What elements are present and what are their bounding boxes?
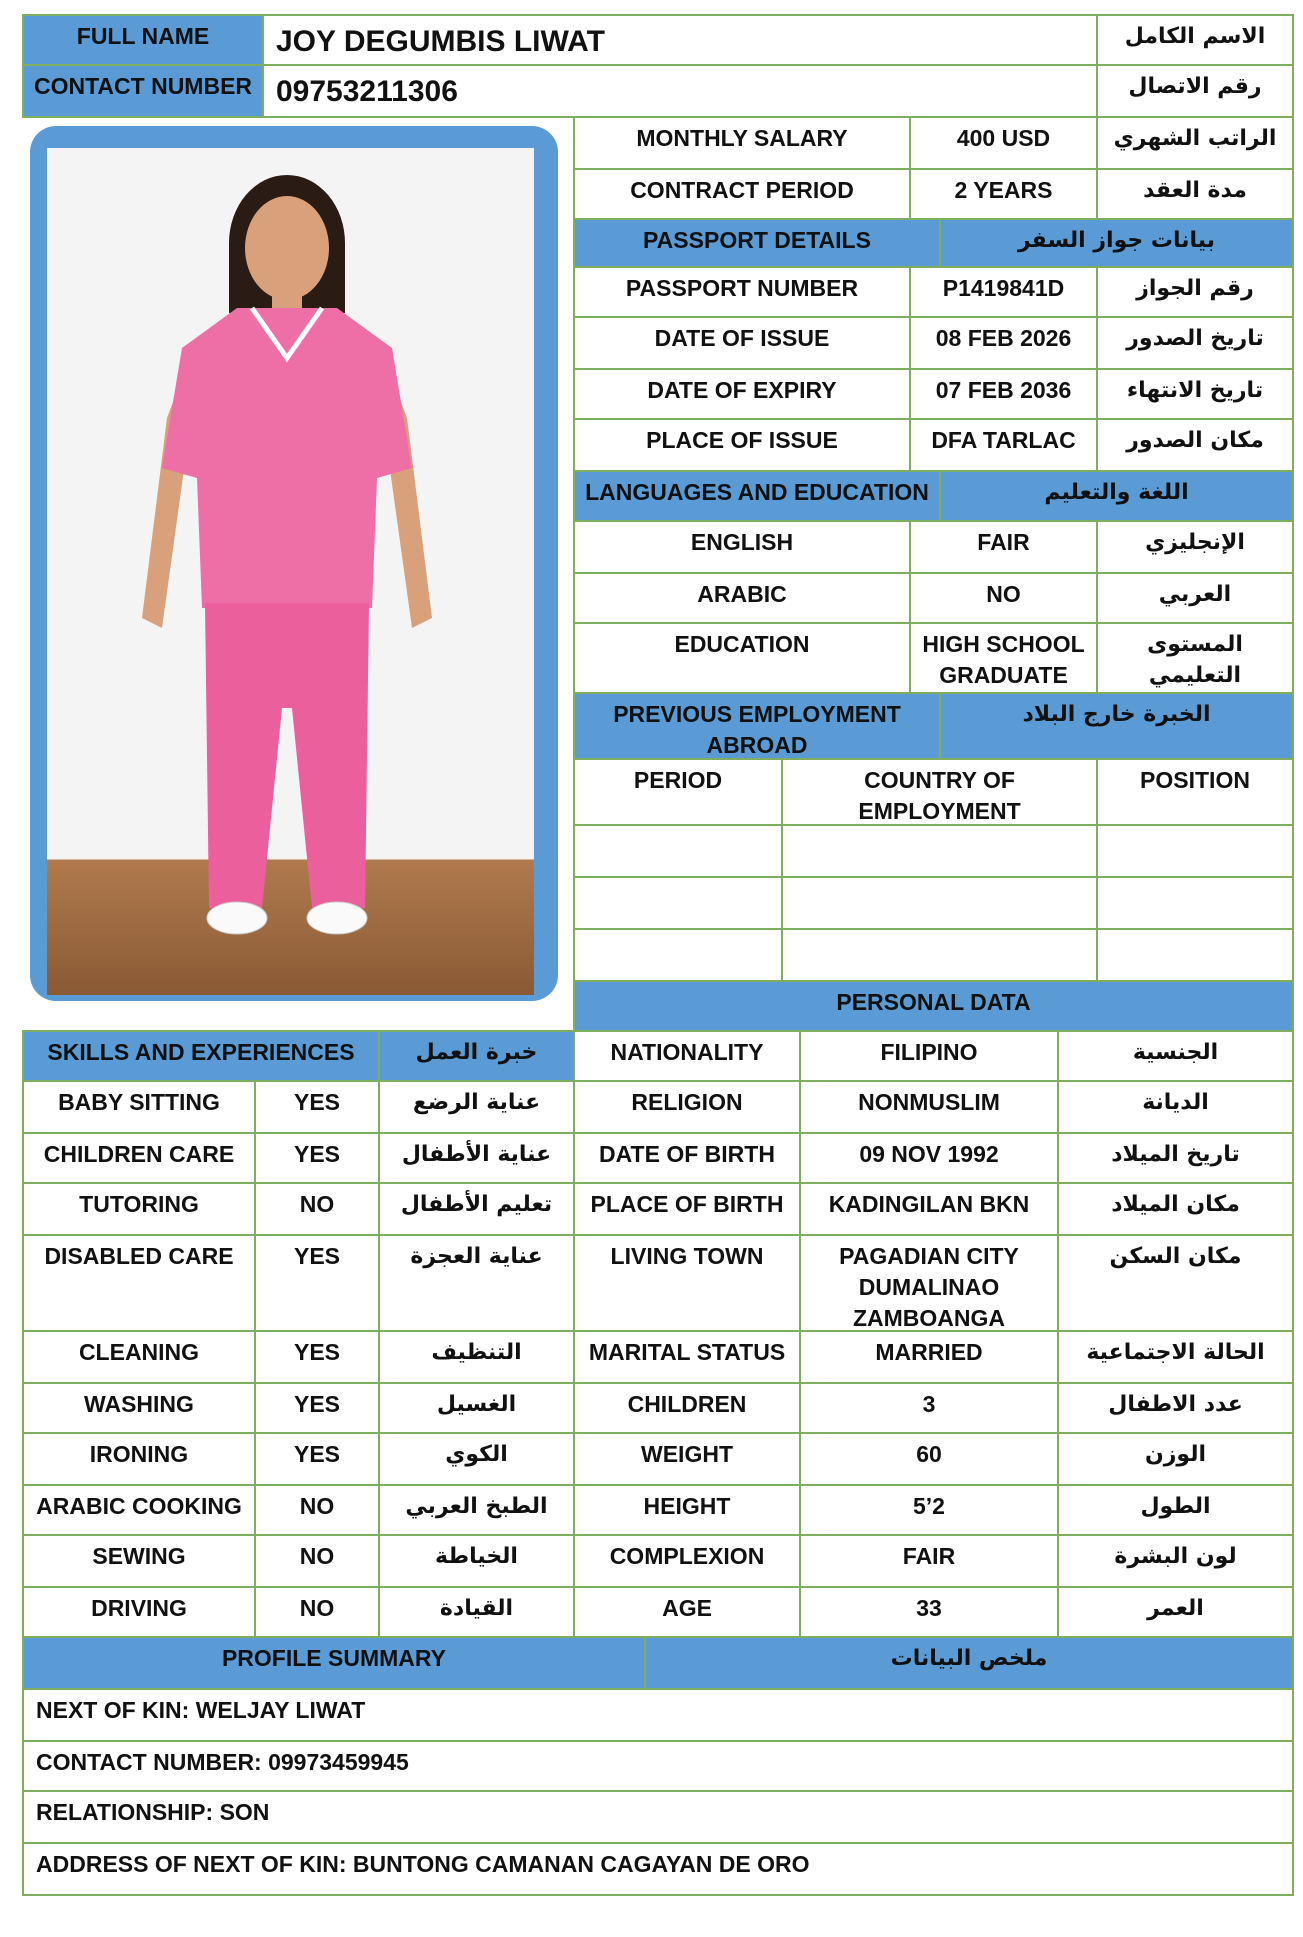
place-of-issue-value: DFA TARLAC bbox=[909, 418, 1098, 472]
contract-period-label: CONTRACT PERIOD bbox=[573, 168, 911, 220]
personal-arabic: مكان الميلاد bbox=[1057, 1182, 1294, 1236]
personal-arabic: العمر bbox=[1057, 1586, 1294, 1638]
personal-value: 5’2 bbox=[799, 1484, 1059, 1536]
personal-label: LIVING TOWN bbox=[573, 1234, 801, 1332]
monthly-salary-value: 400 USD bbox=[909, 116, 1098, 170]
skill-value: YES bbox=[254, 1330, 380, 1384]
skills-header-arabic: خبرة العمل bbox=[378, 1030, 575, 1082]
english-label: ENGLISH bbox=[573, 520, 911, 574]
skill-label: CLEANING bbox=[22, 1330, 256, 1384]
personal-arabic: الجنسية bbox=[1057, 1030, 1294, 1082]
employment-empty-cell bbox=[573, 928, 783, 982]
employment-empty-cell bbox=[781, 824, 1098, 878]
date-of-expiry-label: DATE OF EXPIRY bbox=[573, 368, 911, 420]
personal-label: CHILDREN bbox=[573, 1382, 801, 1434]
place-of-issue-arabic: مكان الصدور bbox=[1096, 418, 1294, 472]
contract-period-value: 2 YEARS bbox=[909, 168, 1098, 220]
date-of-expiry-arabic: تاريخ الانتهاء bbox=[1096, 368, 1294, 420]
skill-label: DRIVING bbox=[22, 1586, 256, 1638]
skill-value: YES bbox=[254, 1080, 380, 1134]
contract-period-arabic: مدة العقد bbox=[1096, 168, 1294, 220]
education-value: HIGH SCHOOL GRADUATE bbox=[909, 622, 1098, 694]
contact-number-arabic: رقم الاتصال bbox=[1096, 64, 1294, 118]
skill-value: YES bbox=[254, 1234, 380, 1332]
passport-details-header: PASSPORT DETAILS bbox=[573, 218, 941, 268]
employment-empty-cell bbox=[573, 824, 783, 878]
profile-summary-header-arabic: ملخص البيانات bbox=[644, 1636, 1294, 1690]
employment-empty-cell bbox=[781, 876, 1098, 930]
skill-label: SEWING bbox=[22, 1534, 256, 1588]
skill-label: IRONING bbox=[22, 1432, 256, 1486]
personal-label: AGE bbox=[573, 1586, 801, 1638]
passport-number-label: PASSPORT NUMBER bbox=[573, 266, 911, 318]
languages-header: LANGUAGES AND EDUCATION bbox=[573, 470, 941, 522]
skill-arabic: الغسيل bbox=[378, 1382, 575, 1434]
personal-label: NATIONALITY bbox=[573, 1030, 801, 1082]
skill-arabic: القيادة bbox=[378, 1586, 575, 1638]
personal-arabic: لون البشرة bbox=[1057, 1534, 1294, 1588]
personal-label: COMPLEXION bbox=[573, 1534, 801, 1588]
personal-arabic: الحالة الاجتماعية bbox=[1057, 1330, 1294, 1384]
employment-empty-cell bbox=[1096, 928, 1294, 982]
arabic-language-label: ARABIC bbox=[573, 572, 911, 624]
personal-arabic: عدد الاطفال bbox=[1057, 1382, 1294, 1434]
skills-header: SKILLS AND EXPERIENCES bbox=[22, 1030, 380, 1082]
contact-number-label: CONTACT NUMBER bbox=[22, 64, 264, 118]
employment-col-position: POSITION bbox=[1096, 758, 1294, 826]
languages-header-arabic: اللغة والتعليم bbox=[939, 470, 1294, 522]
skill-arabic: الخياطة bbox=[378, 1534, 575, 1588]
personal-label: WEIGHT bbox=[573, 1432, 801, 1486]
employment-empty-cell bbox=[1096, 876, 1294, 930]
personal-arabic: الديانة bbox=[1057, 1080, 1294, 1134]
personal-value: NONMUSLIM bbox=[799, 1080, 1059, 1134]
english-value: FAIR bbox=[909, 520, 1098, 574]
personal-label: PLACE OF BIRTH bbox=[573, 1182, 801, 1236]
monthly-salary-arabic: الراتب الشهري bbox=[1096, 116, 1294, 170]
date-of-issue-value: 08 FEB 2026 bbox=[909, 316, 1098, 370]
date-of-issue-label: DATE OF ISSUE bbox=[573, 316, 911, 370]
personal-value: FILIPINO bbox=[799, 1030, 1059, 1082]
personal-value: 60 bbox=[799, 1432, 1059, 1486]
profile-summary-header: PROFILE SUMMARY bbox=[22, 1636, 646, 1690]
date-of-expiry-value: 07 FEB 2036 bbox=[909, 368, 1098, 420]
personal-value: MARRIED bbox=[799, 1330, 1059, 1384]
kin-address-line: ADDRESS OF NEXT OF KIN: BUNTONG CAMANAN CAGAYAN DE ORO bbox=[22, 1842, 1294, 1896]
skill-label: BABY SITTING bbox=[22, 1080, 256, 1134]
skill-arabic: الطبخ العربي bbox=[378, 1484, 575, 1536]
skill-arabic: الكوي bbox=[378, 1432, 575, 1486]
skill-arabic: عناية الأطفال bbox=[378, 1132, 575, 1184]
english-arabic: الإنجليزي bbox=[1096, 520, 1294, 574]
personal-arabic: الطول bbox=[1057, 1484, 1294, 1536]
employment-col-country: COUNTRY OF EMPLOYMENT bbox=[781, 758, 1098, 826]
skill-value: NO bbox=[254, 1586, 380, 1638]
skill-arabic: تعليم الأطفال bbox=[378, 1182, 575, 1236]
skill-value: NO bbox=[254, 1534, 380, 1588]
education-arabic: المستوى التعليمي bbox=[1096, 622, 1294, 694]
personal-arabic: الوزن bbox=[1057, 1432, 1294, 1486]
applicant-photo bbox=[47, 148, 534, 995]
personal-value: 3 bbox=[799, 1382, 1059, 1434]
arabic-language-arabic: العربي bbox=[1096, 572, 1294, 624]
contact-number-value: 09753211306 bbox=[262, 64, 1098, 118]
passport-number-arabic: رقم الجواز bbox=[1096, 266, 1294, 318]
personal-arabic: مكان السكن bbox=[1057, 1234, 1294, 1332]
personal-value: PAGADIAN CITY DUMALINAO ZAMBOANGA bbox=[799, 1234, 1059, 1332]
personal-value: KADINGILAN BKN bbox=[799, 1182, 1059, 1236]
next-of-kin-line: NEXT OF KIN: WELJAY LIWAT bbox=[22, 1688, 1294, 1742]
passport-details-header-arabic: بيانات جواز السفر bbox=[939, 218, 1294, 268]
skill-label: ARABIC COOKING bbox=[22, 1484, 256, 1536]
kin-contact-line: CONTACT NUMBER: 09973459945 bbox=[22, 1740, 1294, 1792]
arabic-language-value: NO bbox=[909, 572, 1098, 624]
skill-value: YES bbox=[254, 1132, 380, 1184]
education-label: EDUCATION bbox=[573, 622, 911, 694]
employment-empty-cell bbox=[1096, 824, 1294, 878]
skill-label: DISABLED CARE bbox=[22, 1234, 256, 1332]
personal-arabic: تاريخ الميلاد bbox=[1057, 1132, 1294, 1184]
previous-employment-header-arabic: الخبرة خارج البلاد bbox=[939, 692, 1294, 760]
employment-col-period: PERIOD bbox=[573, 758, 783, 826]
personal-value: 09 NOV 1992 bbox=[799, 1132, 1059, 1184]
skill-value: YES bbox=[254, 1382, 380, 1434]
monthly-salary-label: MONTHLY SALARY bbox=[573, 116, 911, 170]
skill-value: YES bbox=[254, 1432, 380, 1486]
personal-label: RELIGION bbox=[573, 1080, 801, 1134]
skill-label: WASHING bbox=[22, 1382, 256, 1434]
full-name-arabic: الاسم الكامل bbox=[1096, 14, 1294, 66]
employment-empty-cell bbox=[781, 928, 1098, 982]
passport-number-value: P1419841D bbox=[909, 266, 1098, 318]
skill-arabic: عناية العجزة bbox=[378, 1234, 575, 1332]
skill-arabic: عناية الرضع bbox=[378, 1080, 575, 1134]
skill-label: CHILDREN CARE bbox=[22, 1132, 256, 1184]
skill-arabic: التنظيف bbox=[378, 1330, 575, 1384]
personal-data-header: PERSONAL DATA bbox=[573, 980, 1294, 1032]
employment-empty-cell bbox=[573, 876, 783, 930]
full-name-label: FULL NAME bbox=[22, 14, 264, 66]
personal-label: MARITAL STATUS bbox=[573, 1330, 801, 1384]
personal-label: DATE OF BIRTH bbox=[573, 1132, 801, 1184]
skill-value: NO bbox=[254, 1182, 380, 1236]
previous-employment-header: PREVIOUS EMPLOYMENT ABROAD bbox=[573, 692, 941, 760]
skill-value: NO bbox=[254, 1484, 380, 1536]
relationship-line: RELATIONSHIP: SON bbox=[22, 1790, 1294, 1844]
personal-value: FAIR bbox=[799, 1534, 1059, 1588]
skill-label: TUTORING bbox=[22, 1182, 256, 1236]
full-name-value: JOY DEGUMBIS LIWAT bbox=[262, 14, 1098, 66]
date-of-issue-arabic: تاريخ الصدور bbox=[1096, 316, 1294, 370]
place-of-issue-label: PLACE OF ISSUE bbox=[573, 418, 911, 472]
personal-value: 33 bbox=[799, 1586, 1059, 1638]
personal-label: HEIGHT bbox=[573, 1484, 801, 1536]
